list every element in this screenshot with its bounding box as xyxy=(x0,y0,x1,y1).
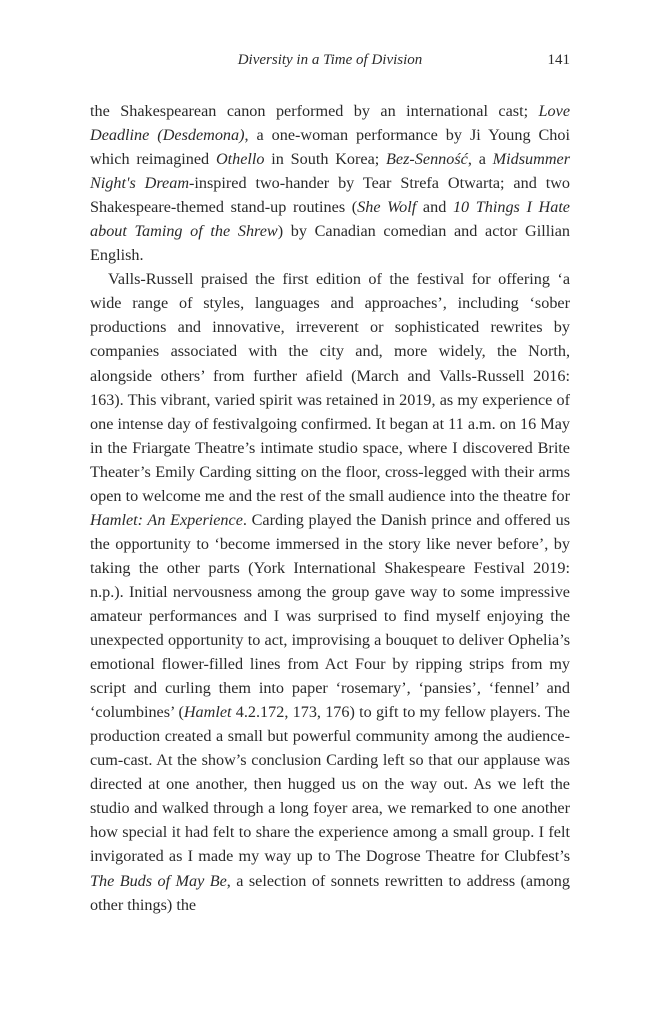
paragraph-1 xyxy=(90,99,570,267)
italic-text-span: Hamlet: An Experience xyxy=(90,510,243,529)
text-span: , a selection of sonnets rewritten to address (among other things) the xyxy=(90,871,570,914)
italic-text-span: She Wolf xyxy=(357,198,417,217)
italic-text-span: Bez-Senność xyxy=(386,150,468,169)
italic-text-span: 10 Things I Hate about Taming of the Shrew xyxy=(90,198,570,241)
text-span: . Carding played the Danish prince and offered us the opportunity to ‘become immersed in the story like never before’, by taking the other parts (York International Shakespeare Festival 2019: n.p.). Initial nervousness among the group gave way to some impressive amateur performances and I was surprised to find myself enjoying the unexpected opportunity to act, improvising a bouquet to deliver Ophelia’s emotional flower-filled lines from Act Four by ripping strips from my script and curling them into paper ‘rosemary’, ‘pansies’, ‘fennel’ and ‘columbines’ ( xyxy=(90,510,570,722)
italic-text-span: Love Deadline (Desdemona) xyxy=(90,102,570,145)
text-span: in South Korea; xyxy=(264,150,387,169)
text-span: and xyxy=(416,198,453,217)
italic-text-span: Midsummer Night's Dream xyxy=(90,150,570,193)
text-span: the Shakespearean canon performed by an international cast; xyxy=(90,102,539,120)
paragraph-2 xyxy=(90,267,570,916)
body-text xyxy=(90,99,570,917)
text-span: , a xyxy=(467,150,493,169)
text-span: ) by Canadian comedian and actor Gillian English. xyxy=(90,222,570,265)
italic-text-span: Othello xyxy=(215,150,265,169)
italic-text-span: Hamlet xyxy=(183,703,232,722)
text-span: , a one-woman performance by Ji Young Choi which reimagined xyxy=(90,126,570,169)
page-header xyxy=(90,50,570,72)
running-title: Diversity in a Time of Division xyxy=(237,52,423,68)
italic-text-span: The Buds of May Be xyxy=(90,871,227,890)
page-number: 141 xyxy=(547,52,570,68)
text-span: 4.2.172, 173, 176) to gift to my fellow players. The production created a small but powerful community among the audience-cum-cast. At the show’s conclusion Carding left so that our applause was directed at one another, then hugged us on the way out. As we left the studio and walked through a long foyer area, we remarked to one another how special it had felt to share the experience among a small group. I felt invigorated as I made my way up to The Dogrose Theatre for Clubfest’s xyxy=(90,703,570,866)
text-span: Valls-Russell praised the first edition of the festival for offering ‘a wide range of styles, languages and approaches’, including ‘sober productions and innovative, irreverent or sophisticated rewrites by companies associated with the city and, more widely, the North, alongside others’ from further afield (March and Valls-Russell 2016: 163). This vibrant, varied spirit was retained in 2019, as my experience of one intense day of festivalgoing confirmed. It began at 11 a.m. on 16 May in the Friargate Theatre’s intimate studio space, where I discovered Brite Theater’s Emily Carding sitting on the floor, cross-legged with their arms open to welcome me and the rest of the small audience into the theatre for xyxy=(90,270,570,505)
text-span: -inspired two-hander by Tear Strefa Otwarta; and two Shakespeare-themed stand-up routines ( xyxy=(90,174,570,217)
